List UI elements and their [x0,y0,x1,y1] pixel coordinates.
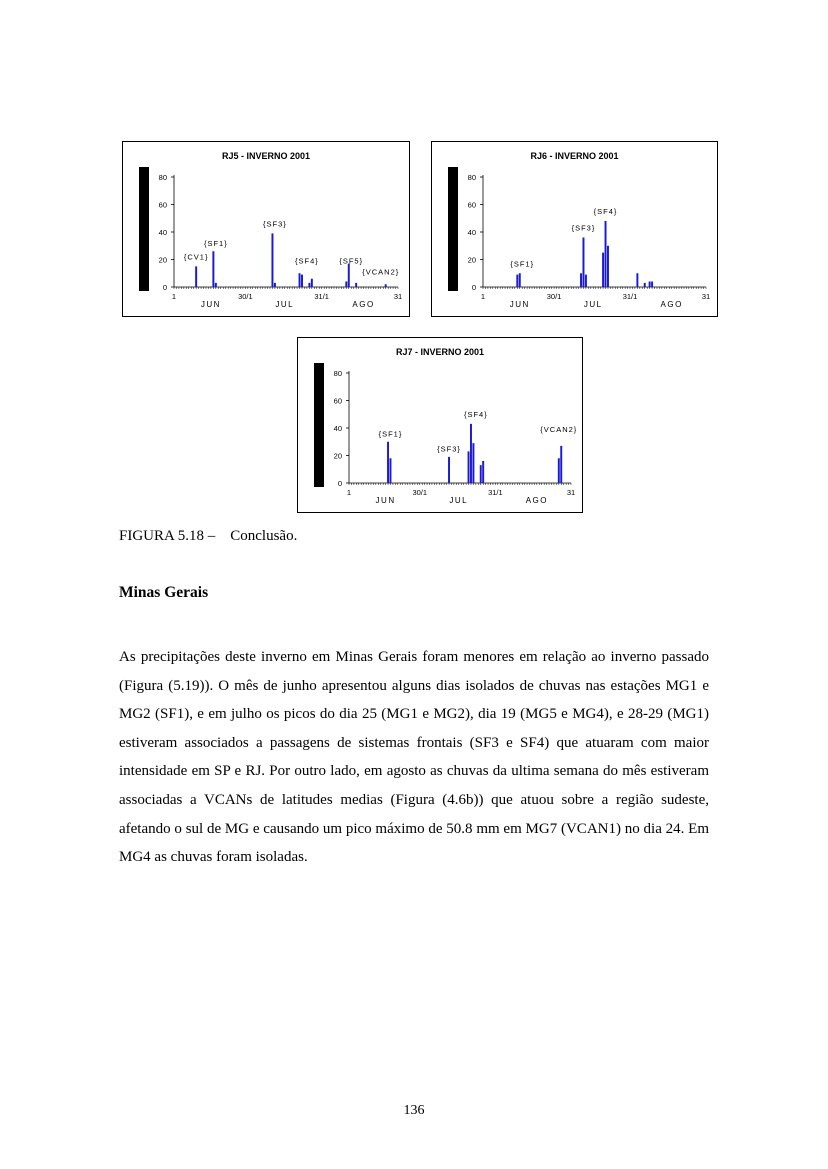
y-tick-label: 80 [158,173,167,182]
y-tick-label: 60 [158,200,167,210]
bar [558,458,560,483]
chart-sidebar [448,167,458,291]
month-label: AGO [352,300,375,309]
month-label: JUL [275,300,295,309]
bar-annotation: {SF4} [463,410,488,419]
bar [516,275,518,287]
section-title: Minas Gerais [119,584,209,601]
bar [215,283,217,287]
bar-annotation: {VCAN2} [540,425,578,435]
bar [301,275,303,287]
chart-svg [122,141,410,317]
x-tick-label: 31 [566,488,576,497]
x-tick-label: 1 [171,292,177,301]
bar [271,233,273,287]
y-tick-label: 60 [467,200,476,210]
bar-annotation: {CV1} [183,252,209,262]
bar-annotation: {SF1} [378,429,403,439]
page-number: 136 [403,1103,425,1118]
bar [644,283,646,287]
month-label: JUN [200,300,221,309]
x-tick-label: 30/1 [238,292,253,301]
bar [311,279,313,287]
chart-svg [297,337,583,513]
y-tick-label: 60 [333,396,342,406]
x-tick-label: 1 [346,488,352,497]
bar [195,266,197,287]
month-label: AGO [525,496,548,505]
y-tick-label: 20 [158,255,167,265]
bar [560,446,562,483]
bar-annotation: {SF4} [593,207,618,217]
bar [385,284,387,287]
bar [448,457,450,483]
body-paragraph: As precipitações deste inverno em Minas Gerais foram menores em relação ao inverno passado (Figura (5.19)). O mês de junho apresentou alguns dias isolados de chuvas nas estações MG1 e MG2 (SF1), e em julho os picos do dia 25 (MG1 e MG2), dia 19 (MG5 e MG4), e 28-29 (MG1) estiveram associados a passagens de sistemas frontais (SF3 e SF4) que atuaram com maior intensidade em SP e RJ. Por outro lado, em agosto as chuvas da ultima semana do mês estiveram associadas a VCANs de latitudes medias (Figura (4.6b)) que atuou sobre a região sudeste, afetando o sul de MG e causando um pico máximo de 50.8 mm em MG7 (VCAN1) no dia 24. Em MG4 as chuvas foram isoladas. [119,649,709,866]
bar [472,443,474,483]
month-label: JUL [449,496,469,505]
chart-sidebar [139,167,149,291]
x-tick-label: 31/1 [488,488,503,497]
chart-title: RJ7 - INVERNO 2001 [395,347,485,357]
bar-annotation: {SF3} [263,219,287,229]
bar-annotation: {SF1} [203,238,228,248]
bar [585,275,587,287]
y-tick-label: 0 [337,479,342,488]
bar [649,282,651,288]
bar [212,251,214,287]
bar [480,465,482,483]
month-label: JUL [583,300,603,309]
chart-rj6 [431,141,718,317]
chart-title: RJ5 - INVERNO 2001 [221,151,311,161]
bar-annotation: {VCAN2} [362,267,400,277]
y-tick-label: 80 [333,369,342,378]
bar [580,273,582,287]
chart-svg [431,141,718,317]
chart-sidebar [314,363,324,487]
bar [607,246,609,287]
x-tick-label: 1 [480,292,486,301]
bar [345,282,347,288]
bar-annotation: {SF4} [295,256,319,266]
x-tick-label: 31 [701,292,711,301]
bar [468,451,470,483]
x-tick-label: 31/1 [622,292,638,301]
month-label: JUN [375,496,396,505]
bar-annotation: {SF3} [437,444,461,454]
bar [299,273,301,287]
bar [274,283,276,287]
bar [308,283,310,287]
bar [482,461,484,483]
x-tick-label: 30/1 [546,292,562,301]
x-tick-label: 31/1 [314,292,329,301]
y-tick-label: 20 [467,255,476,265]
y-tick-label: 40 [158,228,167,237]
x-tick-label: 31 [393,292,403,301]
bar-annotation: {SF5} [339,256,364,266]
y-tick-label: 20 [333,451,342,461]
bar-annotation: {SF1} [510,259,535,269]
chart-rj7 [297,337,583,513]
month-label: AGO [660,300,683,309]
bar [355,283,357,287]
figure-caption: FIGURA 5.18 – Conclusão. [119,528,298,544]
y-tick-label: 40 [467,228,476,237]
bar-annotation: {SF3} [571,223,596,233]
bar [470,424,472,483]
bar [348,264,350,287]
bar [605,221,607,287]
bar [519,273,521,287]
chart-title: RJ6 - INVERNO 2001 [530,151,619,161]
y-tick-label: 80 [467,173,476,182]
bar [582,238,584,288]
bar [602,253,604,287]
chart-rj5 [122,141,410,317]
bar [389,458,391,483]
bar [636,273,638,287]
bar [651,282,653,288]
y-tick-label: 0 [471,283,476,292]
y-tick-label: 0 [162,283,167,292]
x-tick-label: 30/1 [412,488,428,497]
bar [387,442,389,483]
month-label: JUN [509,300,530,309]
y-tick-label: 40 [333,424,342,433]
